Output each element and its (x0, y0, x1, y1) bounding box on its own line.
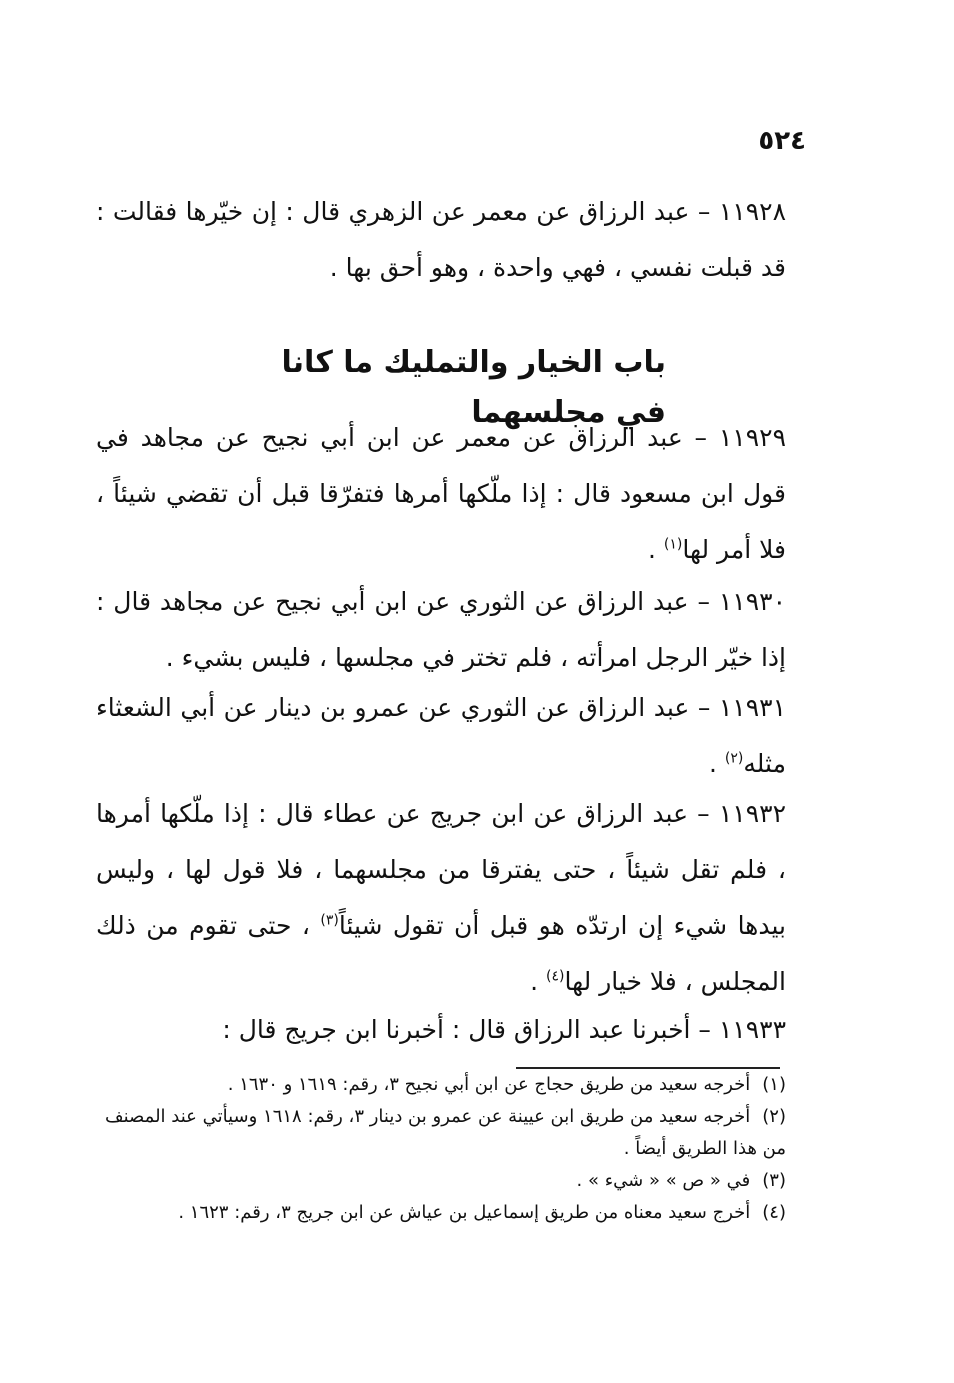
footnote-3 (96, 1165, 786, 1197)
hadith-11931-text: ١١٩٣١ – عبد الرزاق عن الثوري عن عمرو بن دينار عن أبي الشعثاء مثله (96, 693, 786, 778)
footnote-4 (96, 1197, 786, 1229)
footnote-ref-4: (٤) (546, 968, 565, 985)
hadith-11928: ١١٩٢٨ – عبد الرزاق عن معمر عن الزهري قال : إن خيّرها فقالت : قد قبلت نفسي ، فهي واحدة ، وهو أحق بها . (96, 197, 786, 282)
footnote-text: أخرجه سعيد من طريق ابن عيينة عن عمرو بن دينار ٣، رقم: ١٦١٨ وسيأتي عند المصنف من هذا الطريق أيضاً . (104, 1106, 786, 1159)
hadith-11930: ١١٩٣٠ – عبد الرزاق عن الثوري عن ابن أبي نجيح عن مجاهد قال : إذا خيّر الرجل امرأته ، فلم تختر في مجلسها ، فليس بشيء . (96, 587, 786, 672)
footnotes (96, 1069, 786, 1229)
hadith-11929 (96, 410, 786, 578)
footnote-ref-3: (٣) (320, 912, 339, 929)
footnote-text: أخرج سعيد معناه من طريق إسماعيل بن عياش عن ابن جريج ٣، رقم: ١٦٢٣ . (178, 1202, 751, 1223)
footnote-text: أخرجه سعيد من طريق حجاج عن ابن أبي نجيح ٣، رقم: ١٦١٩ و ١٦٣٠ . (227, 1074, 751, 1095)
hadith-11932-end: . (530, 967, 547, 996)
footnote-2 (96, 1101, 786, 1165)
chapter-title: باب الخيار والتمليك ما كانا في مجلسهما (281, 345, 666, 430)
hadith-11931-end: . (709, 749, 725, 778)
hadith-11929-end: . (647, 535, 664, 564)
page-number: ٥٢٤ (758, 126, 806, 156)
footnote-number: (٤) (762, 1202, 786, 1223)
footnote-1 (96, 1069, 786, 1101)
footnote-text: في « ص » « شيء » . (576, 1170, 751, 1191)
footnote-ref-1: (١) (663, 536, 683, 553)
hadith-11929-text: ١١٩٢٩ – عبد الرزاق عن معمر عن ابن أبي نجيح عن مجاهد في قول ابن مسعود قال : إذا ملّكها أمرها فتفرّقا قبل أن تقضي شيئاً ، فلا أمر لها (96, 423, 786, 564)
hadith-11932-text-a: ١١٩٣٢ – عبد الرزاق عن ابن جريج عن عطاء قال : إذا ملّكها أمرها ، فلم تقل شيئاً ، حتى يفترقا من مجلسهما ، فلا قول لها ، وليس بيدها شيء إن ارتدّه هو قبل أن تقول شيئاً (96, 799, 786, 940)
footnote-number: (١) (762, 1074, 786, 1095)
hadith-11933: ١١٩٣٣ – أخبرنا عبد الرزاق قال : أخبرنا ابن جريج قال : (222, 1015, 786, 1044)
hadith-11932-text-b: ، حتى تقوم من ذلك المجلس ، فلا خيار لها (96, 911, 786, 996)
footnote-number: (٢) (762, 1106, 786, 1127)
footnote-number: (٣) (762, 1170, 786, 1191)
footnote-ref-2: (٢) (724, 750, 744, 767)
hadith-11931 (96, 680, 786, 792)
hadith-11932 (96, 786, 786, 1010)
